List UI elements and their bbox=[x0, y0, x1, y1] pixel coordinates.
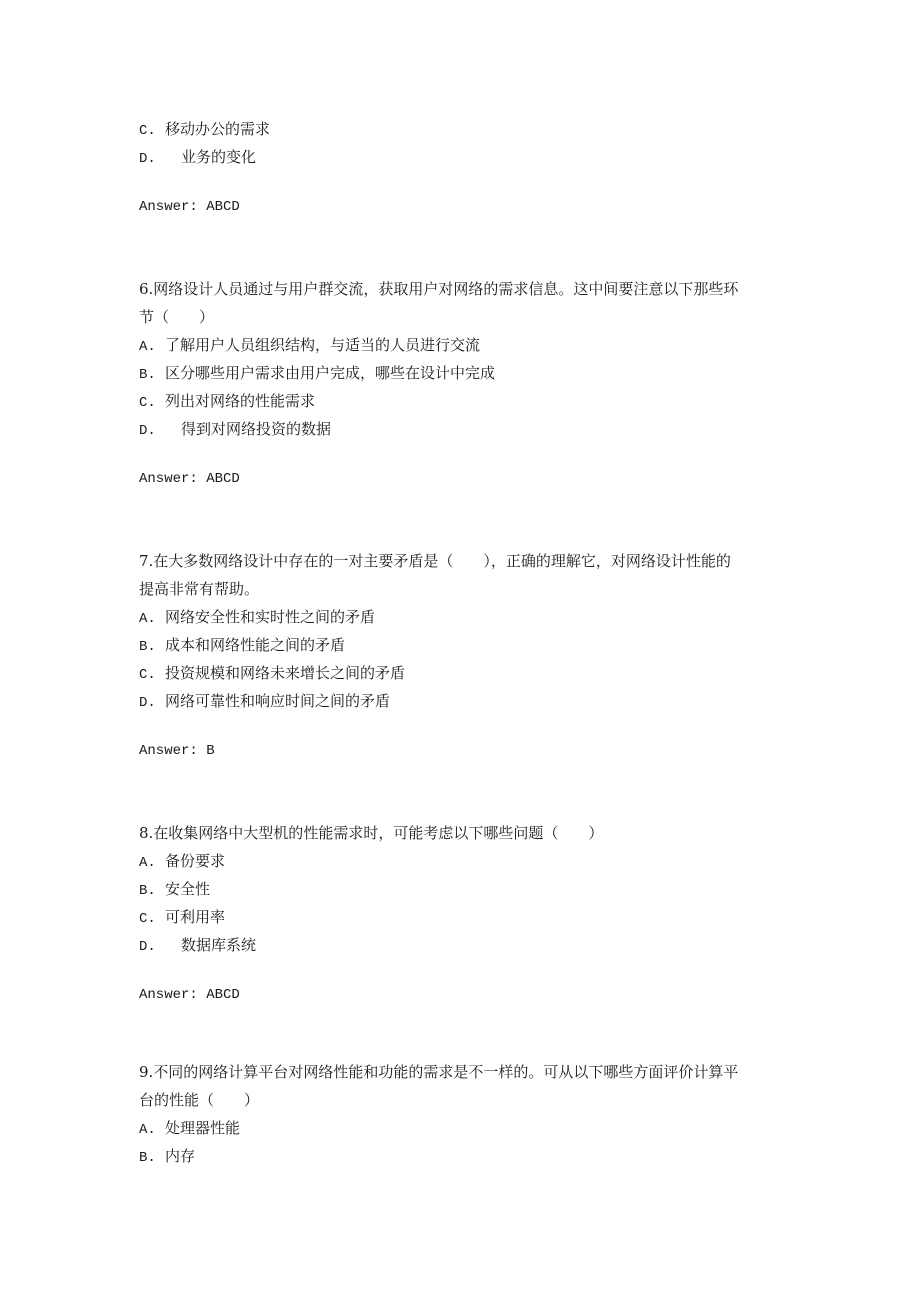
option-text: 移动办公的需求 bbox=[165, 120, 271, 138]
option-letter: D. bbox=[139, 151, 156, 167]
q6-answer: Answer: ABCD bbox=[139, 471, 240, 487]
q9-stem-line2: 台的性能（ ） bbox=[139, 1091, 260, 1109]
q7-stem-line2: 提高非常有帮助。 bbox=[139, 580, 260, 598]
q8-stem-line1: 8.在收集网络中大型机的性能需求时，可能考虑以下哪些问题（ ） bbox=[139, 824, 604, 842]
prev-option-d bbox=[139, 147, 256, 169]
option-letter: A. bbox=[139, 1122, 156, 1138]
option-letter: D. bbox=[139, 695, 156, 711]
option-letter: C. bbox=[139, 395, 156, 411]
q9-option-a bbox=[139, 1118, 240, 1140]
option-text: 内存 bbox=[165, 1147, 196, 1165]
prev-option-c bbox=[139, 119, 270, 141]
option-text: 成本和网络性能之间的矛盾 bbox=[165, 636, 346, 654]
q7-option-d bbox=[139, 691, 390, 713]
q8-option-a bbox=[139, 851, 225, 873]
option-letter: D. bbox=[139, 939, 156, 955]
q8-option-b bbox=[139, 879, 210, 901]
q7-stem-line1: 7.在大多数网络设计中存在的一对主要矛盾是（ ），正确的理解它，对网络设计性能的 bbox=[139, 552, 731, 570]
option-letter: A. bbox=[139, 339, 156, 355]
option-text: 网络安全性和实时性之间的矛盾 bbox=[165, 608, 376, 626]
option-text: 得到对网络投资的数据 bbox=[181, 420, 332, 438]
option-text: 业务的变化 bbox=[181, 148, 257, 166]
option-text: 可利用率 bbox=[165, 908, 226, 926]
q6-stem-line2: 节（ ） bbox=[139, 308, 215, 326]
option-text: 了解用户人员组织结构，与适当的人员进行交流 bbox=[165, 336, 481, 354]
option-letter: C. bbox=[139, 123, 156, 139]
option-letter: C. bbox=[139, 911, 156, 927]
option-letter: D. bbox=[139, 423, 156, 439]
option-letter: B. bbox=[139, 639, 156, 655]
q8-option-c bbox=[139, 907, 225, 929]
option-text: 备份要求 bbox=[165, 852, 226, 870]
q9-stem-line1: 9.不同的网络计算平台对网络性能和功能的需求是不一样的。可从以下哪些方面评价计算平 bbox=[139, 1063, 739, 1081]
q7-option-c bbox=[139, 663, 405, 685]
q9-option-b bbox=[139, 1146, 195, 1168]
prev-answer: Answer: ABCD bbox=[139, 199, 240, 215]
option-text: 数据库系统 bbox=[181, 936, 257, 954]
q6-option-a bbox=[139, 335, 480, 357]
q7-option-a bbox=[139, 607, 375, 629]
q6-option-c bbox=[139, 391, 315, 413]
option-letter: C. bbox=[139, 667, 156, 683]
option-letter: A. bbox=[139, 855, 156, 871]
option-letter: A. bbox=[139, 611, 156, 627]
q8-answer: Answer: ABCD bbox=[139, 987, 240, 1003]
option-letter: B. bbox=[139, 883, 156, 899]
option-letter: B. bbox=[139, 367, 156, 383]
option-letter: B. bbox=[139, 1150, 156, 1166]
option-text: 安全性 bbox=[165, 880, 211, 898]
q6-option-b bbox=[139, 363, 495, 385]
option-text: 投资规模和网络未来增长之间的矛盾 bbox=[165, 664, 406, 682]
option-text: 区分哪些用户需求由用户完成，哪些在设计中完成 bbox=[165, 364, 496, 382]
q6-stem-line1: 6.网络设计人员通过与用户群交流，获取用户对网络的需求信息。这中间要注意以下那些环 bbox=[139, 280, 739, 298]
option-text: 网络可靠性和响应时间之间的矛盾 bbox=[165, 692, 391, 710]
q6-option-d bbox=[139, 419, 331, 441]
q8-option-d bbox=[139, 935, 256, 957]
option-text: 列出对网络的性能需求 bbox=[165, 392, 316, 410]
option-text: 处理器性能 bbox=[165, 1119, 241, 1137]
q7-answer: Answer: B bbox=[139, 743, 215, 759]
q7-option-b bbox=[139, 635, 345, 657]
